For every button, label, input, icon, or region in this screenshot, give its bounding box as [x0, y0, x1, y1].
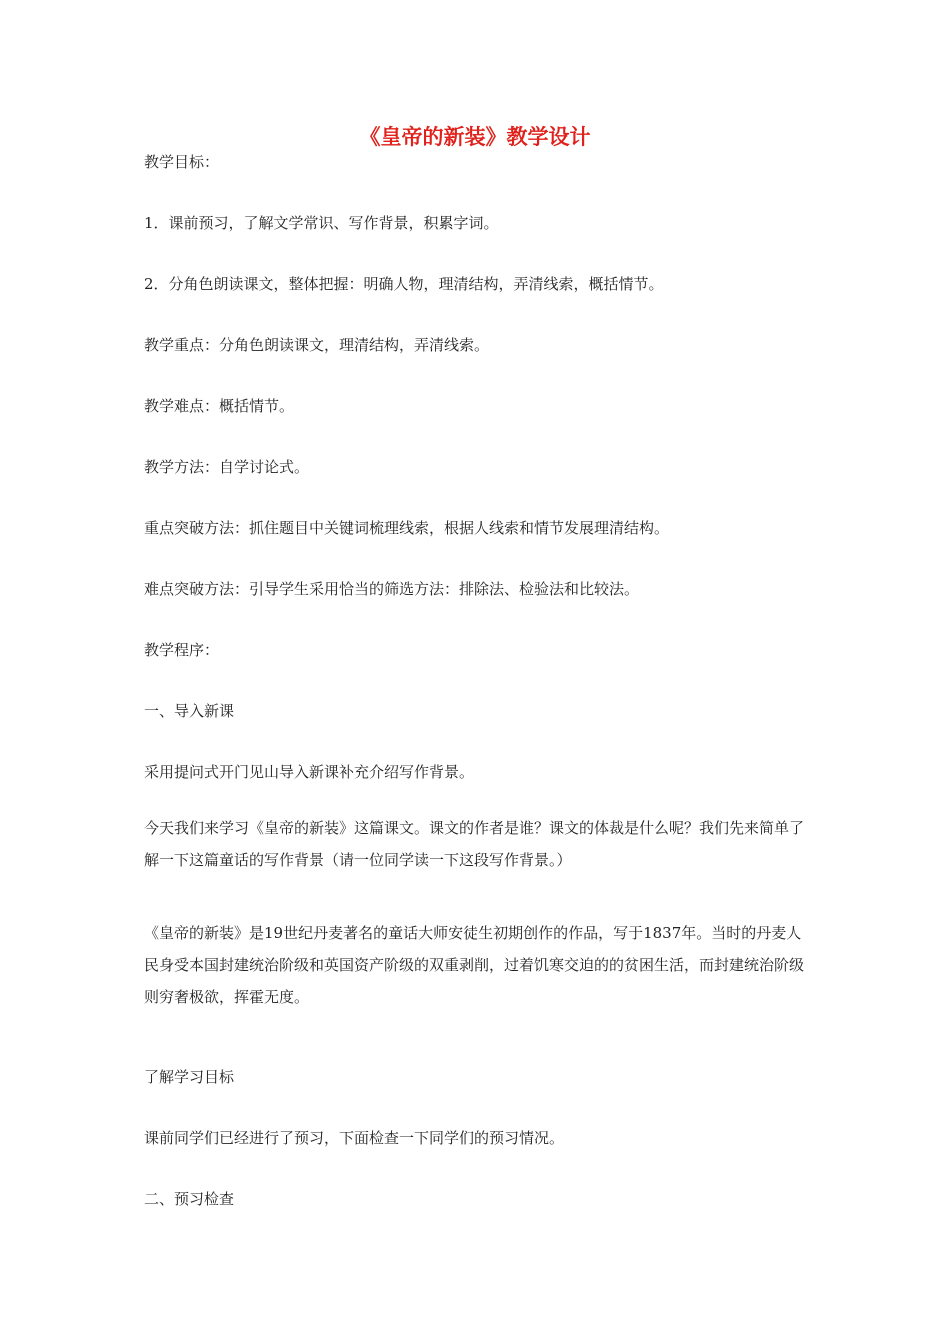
intro-paragraph: 今天我们来学习《皇帝的新装》这篇课文。课文的作者是谁？课文的体裁是什么呢？我们先来简单了解一下这篇童话的写作背景（请一位同学读一下这段写作背景。） [144, 819, 805, 869]
objective-item-1: 1．课前预习，了解文学常识、写作背景，积累字词。 [144, 214, 499, 232]
background-paragraph: 《皇帝的新装》是19世纪丹麦著名的童话大师安徒生初期创作的作品，写于1837年。当时的丹麦人民身受本国封建统治阶级和英国资产阶级的双重剥削，过着饥寒交迫的的贫困生活，而封建统治阶级则穷奢极欲，挥霍无度。 [144, 924, 805, 1006]
key-breakthrough-text: 重点突破方法：抓住题目中关键词梳理线索，根据人线索和情节发展理清结构。 [144, 519, 670, 537]
objective-item-2: 2．分角色朗读课文，整体把握：明确人物，理清结构，弄清线索，概括情节。 [144, 275, 664, 293]
document-title: 《皇帝的新装》教学设计 [359, 125, 591, 149]
objectives-heading: 教学目标： [144, 153, 220, 171]
learning-goals-heading: 了解学习目标 [144, 1068, 235, 1086]
preview-check-intro: 课前同学们已经进行了预习，下面检查一下同学们的预习情况。 [144, 1129, 565, 1147]
difficulty-breakthrough-text: 难点突破方法：引导学生采用恰当的筛选方法：排除法、检验法和比较法。 [144, 580, 640, 598]
teaching-method-text: 教学方法：自学讨论式。 [144, 458, 310, 476]
section-heading-intro: 一、导入新课 [144, 702, 235, 720]
intro-method-text: 采用提问式开门见山导入新课补充介绍写作背景。 [144, 763, 475, 781]
section-heading-preview: 二、预习检查 [144, 1190, 235, 1208]
procedure-heading: 教学程序： [144, 641, 220, 659]
key-points-text: 教学重点：分角色朗读课文，理清结构，弄清线索。 [144, 336, 490, 354]
difficult-points-text: 教学难点：概括情节。 [144, 397, 295, 415]
